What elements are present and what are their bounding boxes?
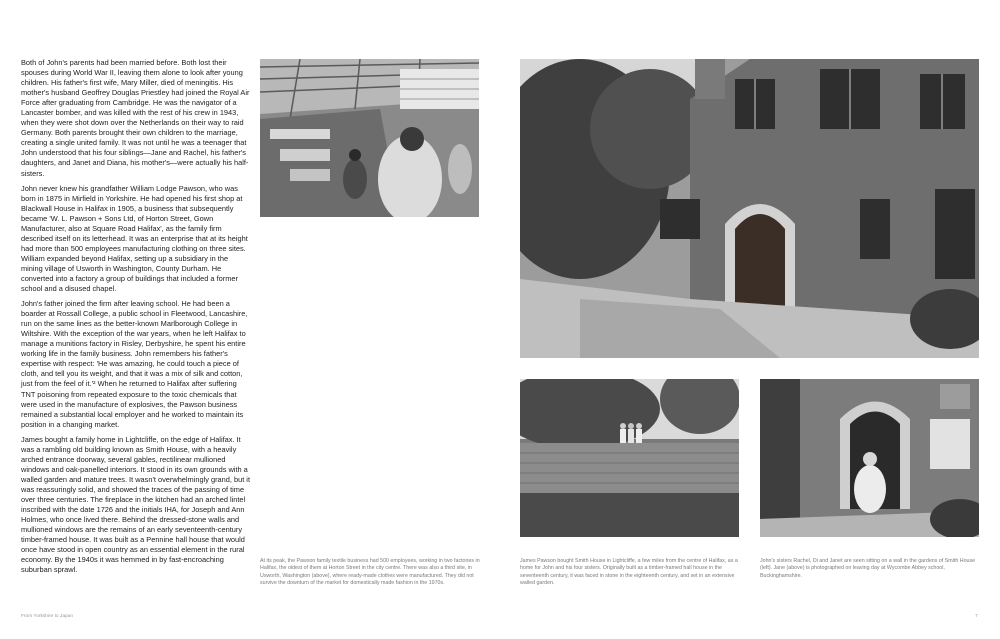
- body-paragraph: John's father joined the firm after leaving school. He had been a boarder at Rossall College, a public school in Fleetwood, Lancashire, run on the same lines as the better-known Marlborough College in Wiltshire. With the exception of the war years, when he left Halifax to manage a munitions factory in Risley, Derbyshire, he spent his entire working life in the family business. John remembers his father's expertise with respect: 'He was amazing, he could touch a piece of cloth, and tell you its weight, and that it was a mix of silk and cotton, just from the feel of it.'² When he returned to Halifax after suffering TNT poisoning from repeated exposure to the toxic chemicals that were used in the manufacture of explosives, the Pawson business remained a substantial local employer and he worked to maintain its position in a changing market.: [21, 299, 248, 429]
- body-paragraph: Both of John's parents had been married before. Both lost their spouses during World War II, leaving them alone to look after young children. His father's first wife, Mary Miller, died of meningitis. His mother's husband Geoffrey Douglas Priestley had joined the Royal Air Force after graduating from Cambridge. He was the navigator of a Lancaster bomber, and was killed with the rest of his crew in 1943, when they were shot down over the Netherlands on their way to raid Germany. Both parents brought their own children to the marriage, creating a single united family. It was not until he was a teenager that John understood that his four siblings—Jane and Rachel, his father's daughters, and Janet and Diana, his mother's—were actually his half-sisters.: [21, 58, 250, 178]
- footer-title: From Yorkshire to Japan: [21, 614, 73, 619]
- page-number: 7: [975, 614, 978, 619]
- factory-caption: At its peak, the Pawson family textile business had 500 employees, working in two factories in Halifax, the oldest of them at Horton Street in the city centre. There was also a third site, in Usworth, Washington (above), where ready-made clothes were manufactured. They did not survive the downturn of the market for domestically made fashion in the 1970s.: [260, 558, 480, 587]
- house-photo: [520, 59, 979, 358]
- sisters-caption: John's sisters Rachel, Di and Janet are seen sitting on a wall in the gardens of Smith House (left). Jane (above) is photographed on leaving day at Wycombe Abbey school, Buckinghamshire.: [760, 558, 976, 579]
- house-caption: James Pawson bought Smith House in Lightcliffe, a few miles from the centre of Halifax, as a home for John and his four sisters. Originally built as a timber-framed hall house in the seventeenth century, it was faced in stone in the eighteenth century, and set in an extensive walled garden.: [520, 558, 738, 587]
- body-paragraph: John never knew his grandfather William Lodge Pawson, who was born in 1875 in Mirfield in Yorkshire. He had opened his first shop at Blackwall House in Halifax in 1905, a business that subsequently became 'W. L. Pawson + Sons Ltd, of Horton Street, Gown Manufacturer, also at Square Road Halifax', as the family firm described itself on its letterhead. It was an enterprise that at its height had more than 500 employees manufacturing clothing on three sites. William expanded beyond Halifax, setting up a subsidiary in the mining village of Usworth in Washington, County Durham. He converted into a factory a group of buildings that included a former school and a disused chapel.: [21, 183, 248, 294]
- body-text: [21, 58, 251, 580]
- body-paragraph: James bought a family home in Lightcliffe, on the edge of Halifax. It was a rambling old building known as Smith House, with a heavily arched entrance doorway, several gables, rectilinear mullioned windows and oak-panelled interiors. It stood in its own grounds with a walled garden and mature trees. It wasn't overwhelmingly grand, but it was reassuringly solid, and showed the traces of the passing of time over three centuries. The fireplace in the kitchen had an arched lintel inscribed with the date 1726 and the initials IHA, for Joseph and Ann Holmes, who once lived there. Behind the dressed-stone walls and mullioned windows are the remains of an early seventeenth-century timber-framed house. It was built as a Pennine hall house that would once have stood in open country as an essential element in the rural economy. By the 1940s it was hemmed in by fast-encroaching suburban sprawl.: [21, 434, 250, 575]
- sisters-wall-photo: [520, 379, 739, 537]
- factory-photo: [260, 59, 479, 217]
- jane-door-photo: [760, 379, 979, 537]
